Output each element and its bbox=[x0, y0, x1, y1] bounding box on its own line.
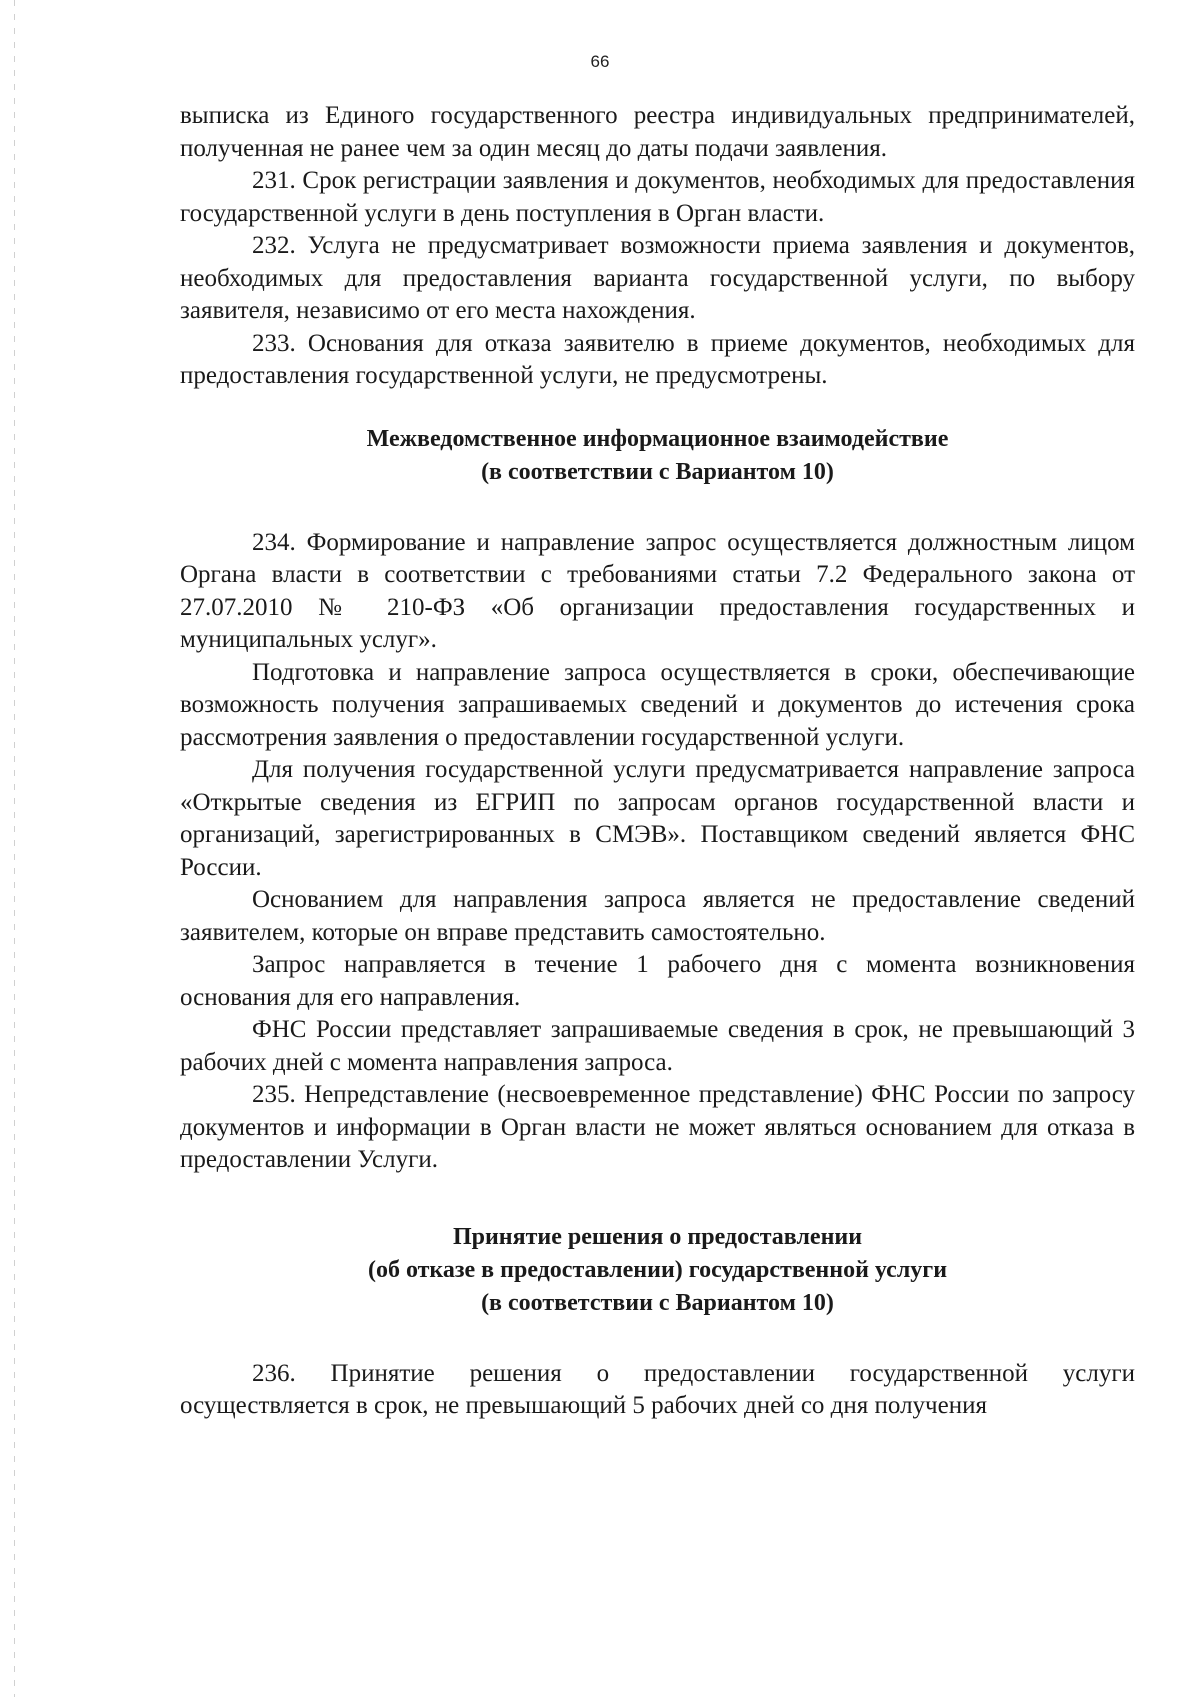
paragraph-request-deadline: Запрос направляется в течение 1 рабочего дня с момента возникновения основания для его направления. bbox=[180, 951, 1135, 1011]
section-heading-decision bbox=[180, 1221, 1135, 1320]
heading-line: (в соответствии с Вариантом 10) bbox=[481, 458, 834, 485]
paragraph-request-basis: Основанием для направления запроса является не предоставление сведений заявителем, которые он вправе представить самостоятельно. bbox=[180, 886, 1135, 946]
section-heading-interagency bbox=[180, 423, 1135, 489]
paragraph-234: 234. Формирование и направление запрос осуществляется должностным лицом Органа власти в соответствии с требованиями статьи 7.2 Федерального закона от 27.07.2010 № 210-ФЗ «Об организации предоставления государственных и муниципальных услуг». bbox=[180, 528, 1135, 653]
page-number: 66 bbox=[590, 52, 610, 71]
heading-line: (в соответствии с Вариантом 10) bbox=[481, 1289, 834, 1316]
document-body bbox=[180, 100, 1135, 1423]
heading-line: Межведомственное информационное взаимодействие bbox=[366, 425, 949, 452]
heading-line: Принятие решения о предоставлении bbox=[452, 1223, 863, 1250]
paragraph-request-egrip: Для получения государственной услуги предусматривается направление запроса «Открытые сведения из ЕГРИП по запросам органов государственной власти и организаций, зарегистрированных в СМЭВ». Поставщиком сведений является ФНС России. bbox=[180, 756, 1135, 881]
paragraph-fns-response: ФНС России представляет запрашиваемые сведения в срок, не превышающий 3 рабочих дней с момента направления запроса. bbox=[180, 1016, 1135, 1076]
paragraph-232: 232. Услуга не предусматривает возможности приема заявления и документов, необходимых для предоставления варианта государственной услуги, по выбору заявителя, независимо от его места нахождения. bbox=[180, 232, 1135, 324]
paragraph-request-timing: Подготовка и направление запроса осуществляется в сроки, обеспечивающие возможность получения запрашиваемых сведений и документов до истечения срока рассмотрения заявления о предоставлении государственной услуги. bbox=[180, 658, 1135, 751]
paragraph-231: 231. Срок регистрации заявления и документов, необходимых для предоставления государственной услуги в день поступления в Орган власти. bbox=[180, 167, 1135, 227]
scan-edge-artifact bbox=[14, 0, 15, 1697]
paragraph-235: 235. Непредставление (несвоевременное представление) ФНС России по запросу документов и информации в Орган власти не может являться основанием для отказа в предоставлении Услуги. bbox=[180, 1081, 1135, 1173]
paragraph-236: 236. Принятие решения о предоставлении государственной услуги осуществляется в срок, не превышающий 5 рабочих дней со дня получения bbox=[180, 1359, 1135, 1419]
paragraph-egrip-extract: выписка из Единого государственного реестра индивидуальных предпринимателей, полученная не ранее чем за один месяц до даты подачи заявления. bbox=[180, 102, 1135, 162]
paragraph-233: 233. Основания для отказа заявителю в приеме документов, необходимых для предоставления государственной услуги, не предусмотрены. bbox=[180, 329, 1135, 389]
heading-line: (об отказе в предоставлении) государственной услуги bbox=[367, 1256, 948, 1283]
